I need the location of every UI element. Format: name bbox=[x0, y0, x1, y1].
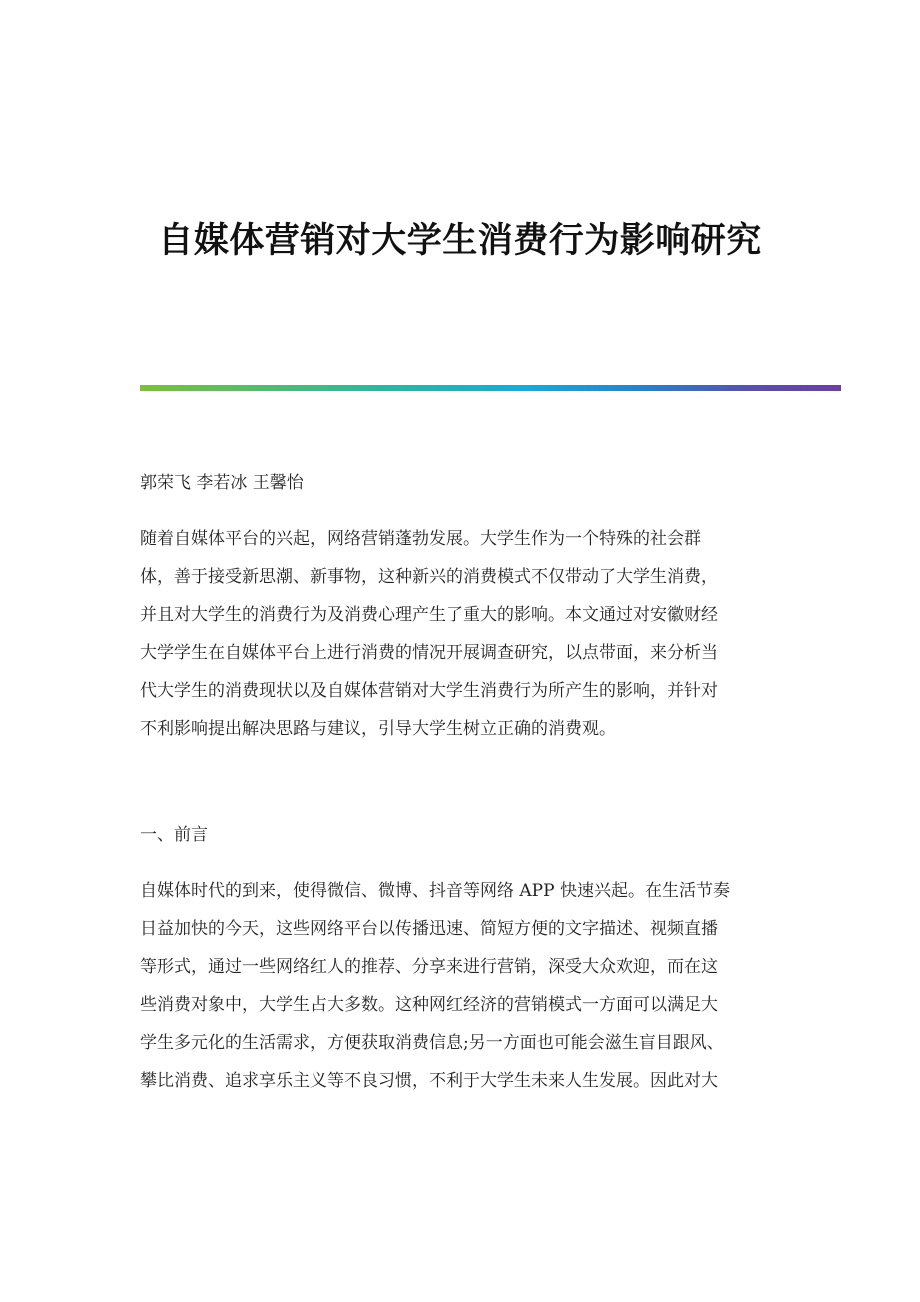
document-title: 自媒体营销对大学生消费行为影响研究 bbox=[158, 220, 762, 261]
section-heading: 一、前言 bbox=[140, 825, 208, 845]
body-paragraph bbox=[140, 872, 780, 1100]
body-line: 日益加快的今天，这些网络平台以传播迅速、简短方便的文字描述、视频直播 bbox=[140, 919, 718, 939]
title-divider bbox=[140, 385, 841, 391]
abstract-line: 代大学生的消费现状以及自媒体营销对大学生消费行为所产生的影响，并针对 bbox=[140, 681, 718, 701]
body-line: 学生多元化的生活需求，方便获取消费信息;另一方面也可能会滋生盲目跟风、 bbox=[140, 1033, 724, 1053]
body-line: 些消费对象中，大学生占大多数。这种网红经济的营销模式一方面可以满足大 bbox=[140, 995, 718, 1015]
body-line: 自媒体时代的到来，使得微信、微博、抖音等网络 APP 快速兴起。在生活节奏 bbox=[140, 881, 730, 901]
abstract-paragraph bbox=[140, 520, 780, 748]
body-line: 攀比消费、追求享乐主义等不良习惯，不利于大学生未来人生发展。因此对大 bbox=[140, 1071, 718, 1091]
abstract-line: 随着自媒体平台的兴起，网络营销蓬勃发展。大学生作为一个特殊的社会群 bbox=[140, 529, 701, 549]
abstract-line: 并且对大学生的消费行为及消费心理产生了重大的影响。本文通过对安徽财经 bbox=[140, 605, 718, 625]
abstract-line: 体，善于接受新思潮、新事物，这种新兴的消费模式不仅带动了大学生消费， bbox=[140, 567, 718, 587]
abstract-line: 不利影响提出解决思路与建议，引导大学生树立正确的消费观。 bbox=[140, 719, 616, 739]
authors-line: 郭荣飞 李若冰 王馨怡 bbox=[140, 473, 304, 493]
abstract-line: 大学学生在自媒体平台上进行消费的情况开展调查研究，以点带面，来分析当 bbox=[140, 643, 718, 663]
body-line: 等形式，通过一些网络红人的推荐、分享来进行营销，深受大众欢迎，而在这 bbox=[140, 957, 718, 977]
